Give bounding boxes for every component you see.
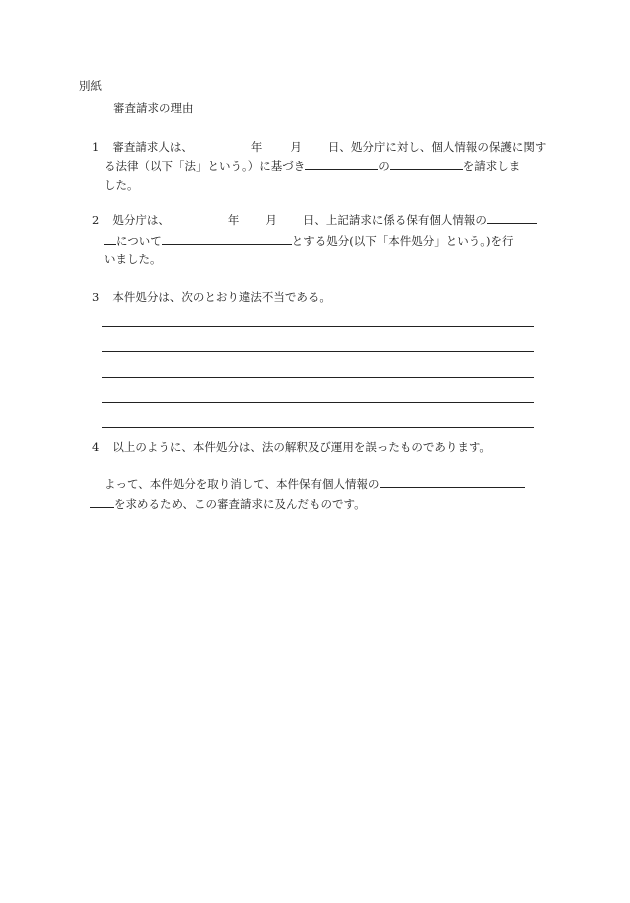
item2-year: 年 bbox=[227, 213, 240, 227]
item4-text: 以上のように、本件処分は、法の解釈及び運用を誤ったものであります。 bbox=[112, 440, 491, 454]
item1-line3: した。 bbox=[104, 178, 139, 192]
item1-blank-law[interactable] bbox=[305, 159, 378, 170]
item2-line3: いました。 bbox=[104, 252, 162, 266]
conclusion-line1: よって、本件処分を取り消して、本件保有個人情報の bbox=[104, 477, 525, 491]
item2-month: 月 bbox=[265, 213, 277, 227]
document-label: 別紙 bbox=[79, 79, 102, 93]
item2-line2: について とする処分(以下「本件処分」という。)を行 bbox=[104, 234, 514, 248]
item4-number: 4 bbox=[92, 440, 100, 454]
conclusion-line2: を求めるため、この審査請求に及んだものです。 bbox=[90, 497, 366, 511]
item1-number: 1 bbox=[92, 140, 100, 154]
reason-line-4[interactable] bbox=[102, 402, 534, 403]
item2-blank-info-cont[interactable] bbox=[104, 234, 116, 245]
item3-text: 本件処分は、次のとおり違法不当である。 bbox=[112, 290, 331, 304]
reason-line-5[interactable] bbox=[102, 427, 534, 428]
item2-number: 2 bbox=[92, 213, 100, 227]
item1-text: 審査請求人は、 bbox=[112, 140, 193, 154]
reason-line-2[interactable] bbox=[102, 351, 534, 352]
item4-line bbox=[92, 440, 491, 454]
item1-day-text: 日、処分庁に対し、個人情報の保護に関す bbox=[327, 140, 547, 154]
item2-line1 bbox=[92, 213, 537, 227]
item2-blank-info[interactable] bbox=[487, 213, 537, 224]
item1-line2: る法律（以下「法」という。）に基づき の を請求しま bbox=[104, 159, 521, 173]
item1-month: 月 bbox=[290, 140, 302, 154]
item1-year: 年 bbox=[250, 140, 263, 154]
conclusion-blank[interactable] bbox=[380, 477, 525, 488]
item2-blank-decision[interactable] bbox=[162, 234, 292, 245]
conclusion-blank-cont[interactable] bbox=[90, 497, 114, 508]
document-title: 審査請求の理由 bbox=[113, 101, 194, 115]
reason-line-3[interactable] bbox=[102, 377, 534, 378]
item1-blank-request[interactable] bbox=[390, 159, 463, 170]
item2-day-text: 日、上記請求に係る保有個人情報の bbox=[302, 213, 487, 227]
item2-text: 処分庁は、 bbox=[112, 213, 170, 227]
item1-line1 bbox=[92, 140, 546, 154]
reason-line-1[interactable] bbox=[102, 326, 534, 327]
item3-line bbox=[92, 290, 331, 304]
item3-number: 3 bbox=[92, 290, 100, 304]
